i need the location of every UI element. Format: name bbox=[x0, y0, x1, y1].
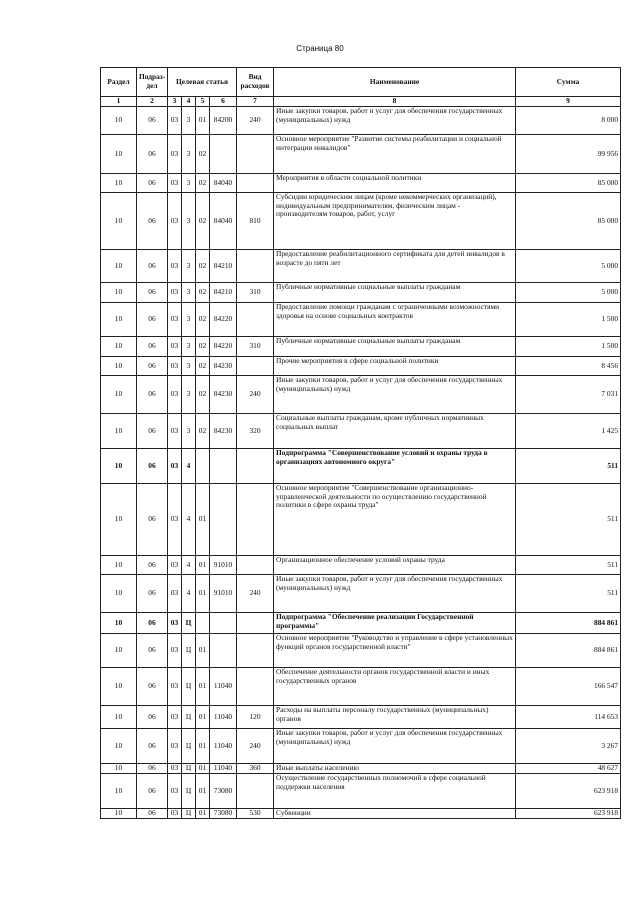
expense-type-cell: 810 bbox=[237, 193, 274, 250]
header-sum: Сумма bbox=[516, 68, 621, 97]
table-row bbox=[101, 193, 621, 250]
razdel-cell: 10 bbox=[101, 337, 137, 357]
expense-type-cell bbox=[237, 613, 274, 634]
target-code-cell: 03 bbox=[168, 357, 182, 376]
sum-cell: 48 627 bbox=[516, 764, 621, 774]
target-code-cell: 01 bbox=[196, 484, 210, 556]
target-code-cell: 02 bbox=[196, 357, 210, 376]
sum-cell: 1 500 bbox=[516, 337, 621, 357]
target-code-cell: 01 bbox=[196, 556, 210, 575]
target-code-cell: 73080 bbox=[210, 809, 237, 819]
target-code-cell: 3 bbox=[182, 303, 196, 337]
sum-cell: 99 956 bbox=[516, 135, 621, 174]
sum-cell: 8 456 bbox=[516, 357, 621, 376]
target-code-cell: 3 bbox=[182, 376, 196, 414]
table-row bbox=[101, 303, 621, 337]
name-cell: Публичные нормативные социальные выплаты гражданам bbox=[274, 337, 516, 357]
name-cell: Иные закупки товаров, работ и услуг для обеспечения государственных (муниципальных) нужд bbox=[274, 575, 516, 613]
razdel-cell: 10 bbox=[101, 668, 137, 706]
razdel-cell: 10 bbox=[101, 484, 137, 556]
target-code-cell: 01 bbox=[196, 575, 210, 613]
name-cell: Публичные нормативные социальные выплаты гражданам bbox=[274, 283, 516, 303]
name-cell: Предоставление помощи гражданам с ограниченными возможностями здоровья на основе социальных контрактов bbox=[274, 303, 516, 337]
razdel-cell: 10 bbox=[101, 575, 137, 613]
name-cell: Осуществление государственных полномочий в сфере социальной поддержки населения bbox=[274, 774, 516, 809]
target-code-cell: 11040 bbox=[210, 729, 237, 764]
podrazdel-cell: 06 bbox=[137, 174, 168, 193]
razdel-cell: 10 bbox=[101, 107, 137, 135]
target-code-cell: 84200 bbox=[210, 107, 237, 135]
target-code-cell: 01 bbox=[196, 668, 210, 706]
target-code-cell: 03 bbox=[168, 575, 182, 613]
target-code-cell: 84040 bbox=[210, 193, 237, 250]
podrazdel-cell: 06 bbox=[137, 376, 168, 414]
table-row bbox=[101, 668, 621, 706]
sum-cell: 511 bbox=[516, 484, 621, 556]
table-row bbox=[101, 809, 621, 819]
name-cell: Иные закупки товаров, работ и услуг для обеспечения государственных (муниципальных) нужд bbox=[274, 107, 516, 135]
sum-cell: 85 000 bbox=[516, 193, 621, 250]
target-code-cell: 4 bbox=[182, 449, 196, 484]
header-razdel: Раздел bbox=[101, 68, 137, 97]
table-row bbox=[101, 484, 621, 556]
budget-table bbox=[100, 67, 621, 819]
razdel-cell: 10 bbox=[101, 809, 137, 819]
sum-cell: 511 bbox=[516, 575, 621, 613]
target-code-cell: 11040 bbox=[210, 706, 237, 729]
target-code-cell: 84040 bbox=[210, 174, 237, 193]
target-code-cell: 91010 bbox=[210, 556, 237, 575]
podrazdel-cell: 06 bbox=[137, 634, 168, 668]
razdel-cell: 10 bbox=[101, 706, 137, 729]
target-code-cell: 03 bbox=[168, 303, 182, 337]
expense-type-cell: 310 bbox=[237, 283, 274, 303]
target-code-cell: 84210 bbox=[210, 250, 237, 283]
table-row bbox=[101, 107, 621, 135]
target-code-cell: 03 bbox=[168, 283, 182, 303]
target-code-cell: 03 bbox=[168, 729, 182, 764]
table-row bbox=[101, 729, 621, 764]
razdel-cell: 10 bbox=[101, 174, 137, 193]
expense-type-cell: 360 bbox=[237, 764, 274, 774]
sum-cell: 5 000 bbox=[516, 283, 621, 303]
razdel-cell: 10 bbox=[101, 357, 137, 376]
name-cell: Иные выплаты населению bbox=[274, 764, 516, 774]
razdel-cell: 10 bbox=[101, 449, 137, 484]
name-cell: Организационное обеспечение условий охраны труда bbox=[274, 556, 516, 575]
target-code-cell: Ц bbox=[182, 668, 196, 706]
target-code-cell: 03 bbox=[168, 484, 182, 556]
podrazdel-cell: 06 bbox=[137, 484, 168, 556]
expense-type-cell bbox=[237, 774, 274, 809]
target-code-cell: 4 bbox=[182, 484, 196, 556]
sum-cell: 114 653 bbox=[516, 706, 621, 729]
target-code-cell: 01 bbox=[196, 107, 210, 135]
target-code-cell: 02 bbox=[196, 414, 210, 449]
target-code-cell: Ц bbox=[182, 809, 196, 819]
target-code-cell: 91010 bbox=[210, 575, 237, 613]
target-code-cell: 84230 bbox=[210, 414, 237, 449]
target-code-cell: 84220 bbox=[210, 303, 237, 337]
name-cell: Прочие мероприятия в сфере социальной политики bbox=[274, 357, 516, 376]
podrazdel-cell: 06 bbox=[137, 764, 168, 774]
target-code-cell bbox=[196, 613, 210, 634]
name-cell: Обеспечение деятельности органов государственной власти и иных государственных органов bbox=[274, 668, 516, 706]
target-code-cell: 11040 bbox=[210, 668, 237, 706]
name-cell: Иные закупки товаров, работ и услуг для обеспечения государственных (муниципальных) нужд bbox=[274, 729, 516, 764]
target-code-cell: Ц bbox=[182, 774, 196, 809]
razdel-cell: 10 bbox=[101, 634, 137, 668]
sum-cell: 511 bbox=[516, 556, 621, 575]
sum-cell: 166 547 bbox=[516, 668, 621, 706]
expense-type-cell bbox=[237, 135, 274, 174]
expense-type-cell bbox=[237, 634, 274, 668]
table-body bbox=[101, 107, 621, 819]
target-code-cell bbox=[210, 634, 237, 668]
name-cell: Основное мероприятие "Совершенствование организационно-управленческой деятельности по осуществлению государственной политики в сфере охраны труда" bbox=[274, 484, 516, 556]
target-code-cell: 3 bbox=[182, 107, 196, 135]
col-number: 5 bbox=[196, 97, 210, 107]
target-code-cell: 02 bbox=[196, 135, 210, 174]
table-row bbox=[101, 613, 621, 634]
target-code-cell: 01 bbox=[196, 774, 210, 809]
table-row bbox=[101, 634, 621, 668]
table-row bbox=[101, 376, 621, 414]
table-row bbox=[101, 764, 621, 774]
expense-type-cell: 320 bbox=[237, 414, 274, 449]
table-row bbox=[101, 556, 621, 575]
target-code-cell: 3 bbox=[182, 357, 196, 376]
target-code-cell: 03 bbox=[168, 668, 182, 706]
target-code-cell: 03 bbox=[168, 193, 182, 250]
table-row bbox=[101, 135, 621, 174]
target-code-cell: 03 bbox=[168, 634, 182, 668]
razdel-cell: 10 bbox=[101, 774, 137, 809]
target-code-cell: 02 bbox=[196, 303, 210, 337]
podrazdel-cell: 06 bbox=[137, 774, 168, 809]
name-cell: Расходы на выплаты персоналу государственных (муниципальных) органов bbox=[274, 706, 516, 729]
podrazdel-cell: 06 bbox=[137, 706, 168, 729]
target-code-cell: 01 bbox=[196, 634, 210, 668]
expense-type-cell: 310 bbox=[237, 337, 274, 357]
target-code-cell: 03 bbox=[168, 337, 182, 357]
target-code-cell: 84230 bbox=[210, 357, 237, 376]
target-code-cell: 84210 bbox=[210, 283, 237, 303]
podrazdel-cell: 06 bbox=[137, 556, 168, 575]
expense-type-cell: 240 bbox=[237, 376, 274, 414]
razdel-cell: 10 bbox=[101, 250, 137, 283]
target-code-cell: 02 bbox=[196, 250, 210, 283]
name-cell: Подпрограмма "Совершенствование условий и охраны труда в организациях автономного округа" bbox=[274, 449, 516, 484]
podrazdel-cell: 06 bbox=[137, 193, 168, 250]
podrazdel-cell: 06 bbox=[137, 414, 168, 449]
target-code-cell: 03 bbox=[168, 449, 182, 484]
expense-type-cell: 240 bbox=[237, 575, 274, 613]
table-row bbox=[101, 706, 621, 729]
podrazdel-cell: 06 bbox=[137, 283, 168, 303]
name-cell: Основное мероприятие "Руководство и управление в сфере установленных функций органов государственной власти" bbox=[274, 634, 516, 668]
header-vid: Вид расходов bbox=[237, 68, 274, 97]
expense-type-cell bbox=[237, 449, 274, 484]
col-number: 3 bbox=[168, 97, 182, 107]
col-number: 7 bbox=[237, 97, 274, 107]
podrazdel-cell: 06 bbox=[137, 575, 168, 613]
target-code-cell: 4 bbox=[182, 556, 196, 575]
podrazdel-cell: 06 bbox=[137, 729, 168, 764]
header-podrazdel: Подраз-дел bbox=[137, 68, 168, 97]
sum-cell: 7 031 bbox=[516, 376, 621, 414]
target-code-cell: 02 bbox=[196, 376, 210, 414]
target-code-cell: Ц bbox=[182, 706, 196, 729]
col-number: 2 bbox=[137, 97, 168, 107]
target-code-cell: 4 bbox=[182, 575, 196, 613]
name-cell: Социальные выплаты гражданам, кроме публичных нормативных социальных выплат bbox=[274, 414, 516, 449]
target-code-cell: 73080 bbox=[210, 774, 237, 809]
podrazdel-cell: 06 bbox=[137, 613, 168, 634]
expense-type-cell bbox=[237, 668, 274, 706]
target-code-cell bbox=[196, 449, 210, 484]
target-code-cell bbox=[210, 135, 237, 174]
podrazdel-cell: 06 bbox=[137, 357, 168, 376]
podrazdel-cell: 06 bbox=[137, 135, 168, 174]
podrazdel-cell: 06 bbox=[137, 449, 168, 484]
target-code-cell: 02 bbox=[196, 283, 210, 303]
expense-type-cell: 240 bbox=[237, 107, 274, 135]
sum-cell: 5 000 bbox=[516, 250, 621, 283]
target-code-cell: 03 bbox=[168, 809, 182, 819]
column-number-row bbox=[101, 97, 621, 107]
col-number: 1 bbox=[101, 97, 137, 107]
target-code-cell: 3 bbox=[182, 174, 196, 193]
target-code-cell: 3 bbox=[182, 283, 196, 303]
razdel-cell: 10 bbox=[101, 193, 137, 250]
target-code-cell: 03 bbox=[168, 376, 182, 414]
target-code-cell: 03 bbox=[168, 250, 182, 283]
target-code-cell: 03 bbox=[168, 764, 182, 774]
target-code-cell: 03 bbox=[168, 556, 182, 575]
razdel-cell: 10 bbox=[101, 729, 137, 764]
sum-cell: 511 bbox=[516, 449, 621, 484]
razdel-cell: 10 bbox=[101, 283, 137, 303]
expense-type-cell bbox=[237, 303, 274, 337]
podrazdel-cell: 06 bbox=[137, 303, 168, 337]
target-code-cell: 01 bbox=[196, 729, 210, 764]
target-code-cell: 02 bbox=[196, 174, 210, 193]
target-code-cell: 03 bbox=[168, 774, 182, 809]
podrazdel-cell: 06 bbox=[137, 337, 168, 357]
target-code-cell bbox=[210, 484, 237, 556]
table-row bbox=[101, 174, 621, 193]
target-code-cell: 3 bbox=[182, 337, 196, 357]
sum-cell: 623 918 bbox=[516, 809, 621, 819]
razdel-cell: 10 bbox=[101, 414, 137, 449]
target-code-cell: Ц bbox=[182, 634, 196, 668]
col-number: 9 bbox=[516, 97, 621, 107]
table-row bbox=[101, 449, 621, 484]
razdel-cell: 10 bbox=[101, 303, 137, 337]
table-row bbox=[101, 283, 621, 303]
page-number: Страница 80 bbox=[296, 44, 344, 53]
name-cell: Подпрограмма "Обеспечение реализации Государственной программы" bbox=[274, 613, 516, 634]
target-code-cell: 03 bbox=[168, 174, 182, 193]
podrazdel-cell: 06 bbox=[137, 250, 168, 283]
target-code-cell bbox=[210, 613, 237, 634]
table-row bbox=[101, 337, 621, 357]
podrazdel-cell: 06 bbox=[137, 107, 168, 135]
header-name: Наименование bbox=[274, 68, 516, 97]
name-cell: Мероприятия в области социальной политики bbox=[274, 174, 516, 193]
table-row bbox=[101, 250, 621, 283]
podrazdel-cell: 06 bbox=[137, 668, 168, 706]
col-number: 6 bbox=[210, 97, 237, 107]
target-code-cell: 84230 bbox=[210, 376, 237, 414]
target-code-cell: 01 bbox=[196, 809, 210, 819]
expense-type-cell bbox=[237, 357, 274, 376]
name-cell: Субсидии юридическим лицам (кроме некоммерческих организаций), индивидуальным предпринимателям, физическим лицам - производителям товаров, работ, услуг bbox=[274, 193, 516, 250]
target-code-cell: 03 bbox=[168, 706, 182, 729]
expense-type-cell: 120 bbox=[237, 706, 274, 729]
table-row bbox=[101, 575, 621, 613]
podrazdel-cell: 06 bbox=[137, 809, 168, 819]
name-cell: Основное мероприятие "Развитие системы реабилитации и социальной интеграции инвалидов" bbox=[274, 135, 516, 174]
target-code-cell: 02 bbox=[196, 337, 210, 357]
col-number: 4 bbox=[182, 97, 196, 107]
target-code-cell: 84220 bbox=[210, 337, 237, 357]
target-code-cell: 11040 bbox=[210, 764, 237, 774]
target-code-cell bbox=[210, 449, 237, 484]
name-cell: Иные закупки товаров, работ и услуг для обеспечения государственных (муниципальных) нужд bbox=[274, 376, 516, 414]
razdel-cell: 10 bbox=[101, 613, 137, 634]
target-code-cell: 03 bbox=[168, 107, 182, 135]
target-code-cell: 3 bbox=[182, 135, 196, 174]
target-code-cell: Ц bbox=[182, 613, 196, 634]
target-code-cell: 01 bbox=[196, 764, 210, 774]
sum-cell: 8 000 bbox=[516, 107, 621, 135]
sum-cell: 884 861 bbox=[516, 634, 621, 668]
expense-type-cell: 240 bbox=[237, 729, 274, 764]
name-cell: Предоставление реабилитационного сертификата для детей инвалидов в возрасте до пяти лет bbox=[274, 250, 516, 283]
name-cell: Субвенции bbox=[274, 809, 516, 819]
header-target: Целевая статья bbox=[168, 68, 237, 97]
sum-cell: 1 425 bbox=[516, 414, 621, 449]
table-row bbox=[101, 774, 621, 809]
target-code-cell: 03 bbox=[168, 613, 182, 634]
target-code-cell: 02 bbox=[196, 193, 210, 250]
expense-type-cell: 530 bbox=[237, 809, 274, 819]
expense-type-cell bbox=[237, 484, 274, 556]
table-row bbox=[101, 414, 621, 449]
target-code-cell: 3 bbox=[182, 414, 196, 449]
target-code-cell: 03 bbox=[168, 135, 182, 174]
target-code-cell: 3 bbox=[182, 250, 196, 283]
target-code-cell: Ц bbox=[182, 729, 196, 764]
razdel-cell: 10 bbox=[101, 376, 137, 414]
sum-cell: 1 500 bbox=[516, 303, 621, 337]
expense-type-cell bbox=[237, 250, 274, 283]
table-row bbox=[101, 357, 621, 376]
sum-cell: 3 267 bbox=[516, 729, 621, 764]
razdel-cell: 10 bbox=[101, 764, 137, 774]
target-code-cell: 3 bbox=[182, 193, 196, 250]
target-code-cell: 03 bbox=[168, 414, 182, 449]
expense-type-cell bbox=[237, 556, 274, 575]
razdel-cell: 10 bbox=[101, 135, 137, 174]
razdel-cell: 10 bbox=[101, 556, 137, 575]
target-code-cell: Ц bbox=[182, 764, 196, 774]
sum-cell: 623 918 bbox=[516, 774, 621, 809]
sum-cell: 85 000 bbox=[516, 174, 621, 193]
expense-type-cell bbox=[237, 174, 274, 193]
col-number: 8 bbox=[274, 97, 516, 107]
target-code-cell: 01 bbox=[196, 706, 210, 729]
sum-cell: 884 861 bbox=[516, 613, 621, 634]
